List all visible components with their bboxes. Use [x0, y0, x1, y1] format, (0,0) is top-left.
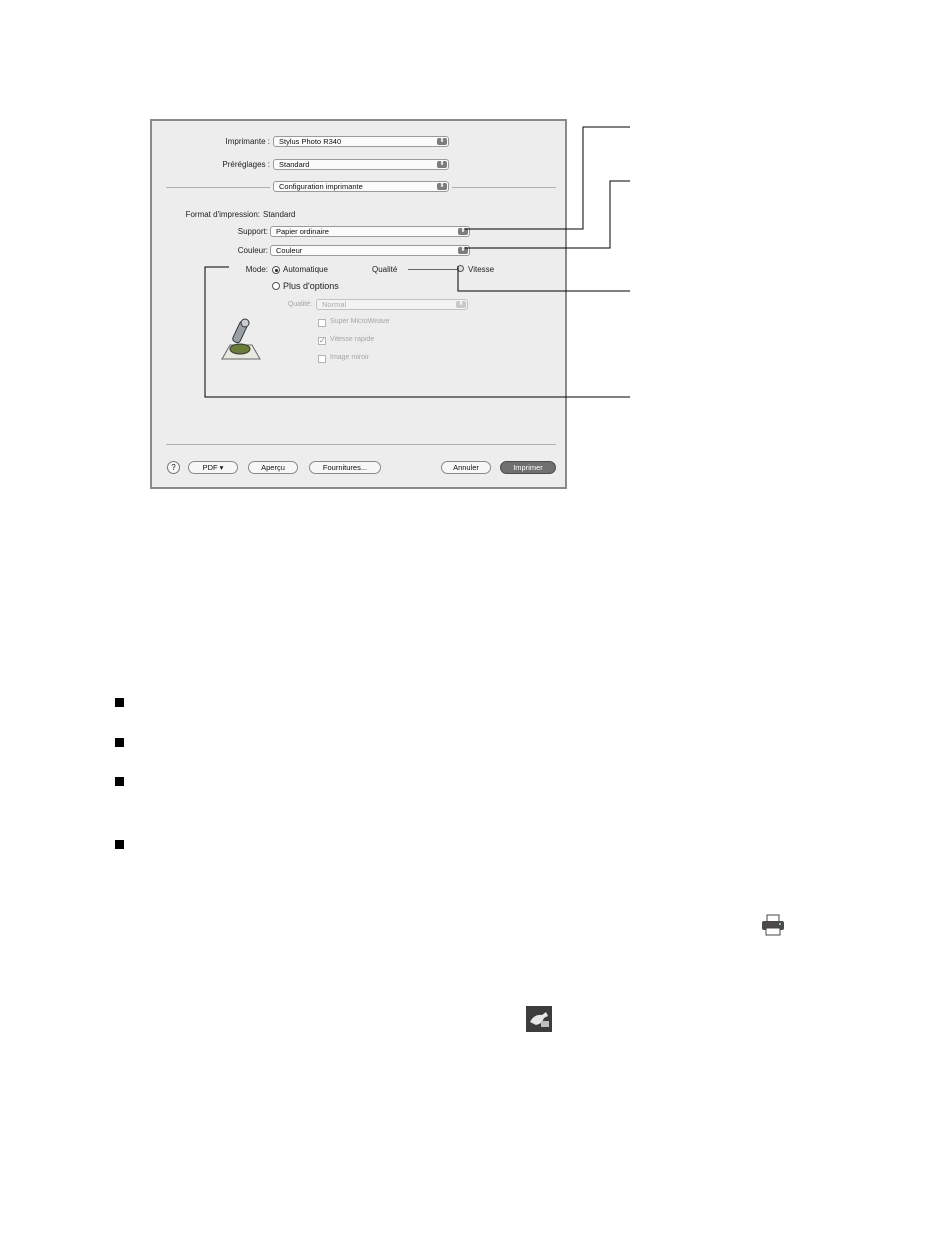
- callout-line-slider: [458, 266, 630, 291]
- callout-line-color: [465, 181, 630, 248]
- popup-arrows-icon: ⬍: [437, 138, 447, 145]
- panel-value: Configuration imprimante: [279, 182, 363, 191]
- mode-more-label[interactable]: Plus d'options: [283, 281, 339, 291]
- pdf-button[interactable]: PDF ▾: [188, 461, 238, 474]
- printer-utility-icon: [526, 1006, 552, 1032]
- popup-arrows-icon: ⬍: [437, 183, 447, 190]
- mode-label: Mode:: [245, 265, 268, 274]
- mode-auto-label[interactable]: Automatique: [283, 265, 328, 274]
- bullet-marker: [115, 738, 124, 747]
- popup-arrows-icon: ⬍: [458, 247, 468, 254]
- quality-value: Normal: [322, 300, 347, 309]
- super-microweave-label: Super MicroWeave: [330, 318, 390, 325]
- popup-arrows-icon: ⬍: [458, 228, 468, 235]
- help-button[interactable]: ?: [167, 461, 180, 474]
- popup-arrows-icon: ⬍: [437, 161, 447, 168]
- bullet-marker: [115, 777, 124, 786]
- supplies-button[interactable]: Fournitures...: [309, 461, 381, 474]
- popup-arrows-icon: ⬍: [456, 301, 466, 308]
- slider-quality-label: Qualité: [372, 265, 398, 274]
- color-label: Couleur:: [237, 246, 268, 255]
- color-value: Couleur: [276, 246, 303, 255]
- presets-label: Préréglages :: [222, 160, 270, 169]
- printer-label: Imprimante :: [225, 137, 270, 146]
- cancel-button[interactable]: Annuler: [441, 461, 491, 474]
- printer-icon: [761, 914, 785, 936]
- print-format-value: Standard: [263, 210, 296, 219]
- printer-value: Stylus Photo R340: [279, 137, 342, 146]
- media-label: Support:: [237, 227, 268, 236]
- callout-line-mode: [205, 267, 630, 397]
- bullet-marker: [115, 840, 124, 849]
- media-value: Papier ordinaire: [276, 227, 329, 236]
- mirror-image-label: Image miroir: [330, 354, 369, 361]
- presets-value: Standard: [279, 160, 310, 169]
- quality-label: Qualité:: [287, 301, 312, 308]
- print-format-label: Format d'impression:: [185, 210, 260, 219]
- high-speed-checkbox[interactable]: ✓: [319, 336, 326, 345]
- callout-lines: [0, 0, 950, 520]
- print-button[interactable]: Imprimer: [500, 461, 556, 474]
- slider-speed-label: Vitesse: [468, 265, 495, 274]
- callout-line-media: [465, 127, 630, 229]
- high-speed-label: Vitesse rapide: [330, 336, 375, 343]
- bullet-marker: [115, 698, 124, 707]
- preview-button[interactable]: Aperçu: [248, 461, 298, 474]
